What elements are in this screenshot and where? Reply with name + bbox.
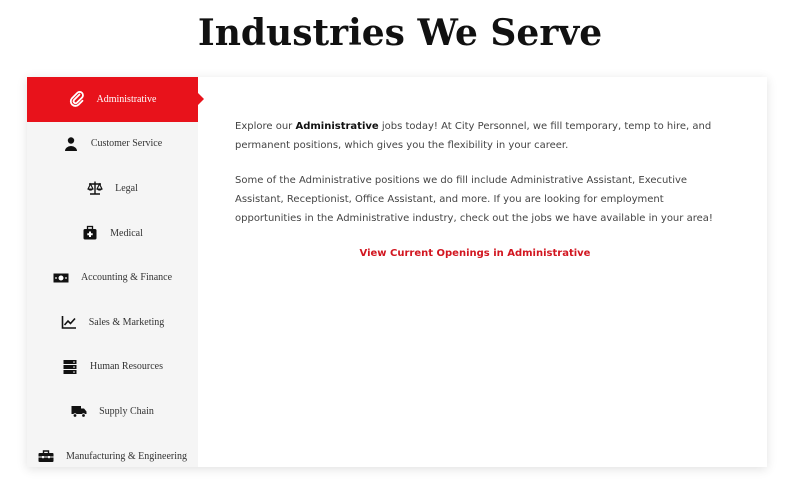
intro-text-start: Explore our [235,121,296,132]
server-icon [62,359,78,375]
tab-supply-chain[interactable] [27,389,198,434]
tab-administrative[interactable] [27,77,198,122]
page-title: Industries We Serve [197,12,603,54]
tab-label: Human Resources [89,361,164,373]
tab-customer-service[interactable] [27,122,198,167]
tab-manufacturing-engineering[interactable] [27,434,198,467]
user-icon [63,136,79,152]
paperclip-icon [69,91,85,107]
tab-label: Accounting & Finance [80,272,173,284]
tab-label: Legal [115,182,138,194]
positions-paragraph: Some of the Administrative positions we do fill include Administrative Assistant, Executive Assistant, Receptionist, Office Assistant, and more. If you are looking for employment opportunities in the Administrative industry, check out the jobs we have available in your area! [235,175,713,224]
tab-content-administrative [235,117,715,263]
industry-tabs [27,77,198,467]
industries-panel [27,77,767,467]
view-openings-link[interactable]: View Current Openings in Administrative [359,248,591,259]
medical-kit-icon [82,225,98,241]
tab-human-resources[interactable] [27,345,198,390]
industry-name-bold: Administrative [295,121,379,132]
money-bill-icon [53,270,69,286]
tab-label: Supply Chain [99,405,154,417]
intro-paragraph [235,117,715,155]
tab-legal[interactable] [27,166,198,211]
scales-icon [87,180,103,196]
toolbox-icon [38,448,54,464]
tab-medical[interactable] [27,211,198,256]
tab-label: Customer Service [90,138,163,150]
tab-label: Manufacturing & Engineering [65,450,188,462]
tab-sales-marketing[interactable] [27,300,198,345]
tab-label: Sales & Marketing [88,316,165,328]
intro-text-end: jobs today! At City Personnel, we fill temporary, temp to hire, and permanent positions, which gives you the flexibility in your career. [235,121,712,151]
tab-label: Administrative [96,93,157,105]
truck-icon [71,403,87,419]
tab-accounting-finance[interactable] [27,255,198,300]
tab-label: Medical [110,227,143,239]
chart-line-icon [61,314,77,330]
